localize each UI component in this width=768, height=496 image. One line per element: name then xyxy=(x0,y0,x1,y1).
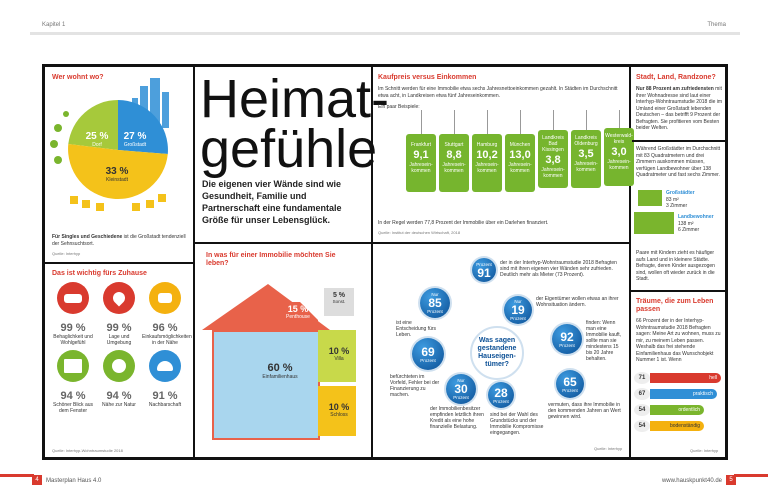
price-tag: Stuttgart 8,8 Jahresein-kommen xyxy=(439,110,469,192)
wichtig-item: 99 % Lage und Umgebung xyxy=(96,282,142,346)
wichtig-grid xyxy=(50,282,190,414)
bar-row: 54 bodenständig xyxy=(634,420,724,432)
bubble-91: Prozent 91 xyxy=(472,258,496,282)
wohnort-pie-chart xyxy=(48,78,188,218)
footer-bar-right xyxy=(734,474,768,477)
bubble-69-text: befürchteten im Vorfeld, Fehler bei der Finanzierung zu machen. xyxy=(390,374,440,398)
tree-icon xyxy=(103,350,135,382)
bar-bodenstaendig: bodenständig xyxy=(650,421,704,431)
wichtig-item: 94 % Schöner Blick aus dem Fenster xyxy=(50,350,96,414)
bubble-30: Nur 30 Prozent xyxy=(446,374,476,404)
footer-title: Masterplan Haus 4.0 xyxy=(46,478,102,484)
bubble-65: 65 Prozent xyxy=(556,370,584,398)
wichtig-item: 91 % Nachbarschaft xyxy=(142,350,188,414)
bar-ordentlich: ordentlich xyxy=(650,405,704,415)
footer-bar-left xyxy=(0,474,34,477)
kaufpreis-note: In der Regel werden 77,8 Prozent der Immobilie über ein Darlehen finanziert. xyxy=(378,220,549,226)
piece-schloss: 10 % Schloss xyxy=(328,402,350,418)
land-house-icon xyxy=(634,212,674,234)
page-number-right: 5 xyxy=(726,475,736,485)
price-tag: München 13,0 Jahresein-kommen xyxy=(505,110,535,192)
people-icon xyxy=(149,350,181,382)
wichtig-item: 99 % Behaglichkeit und Wohlgefühl xyxy=(50,282,96,346)
stadt-text3: Paare mit Kindern zieht es häufiger aufs Land und in kleinere Städte. Befragte, deren Kinder ausgezogen sind, wollen oft wieder zurück in die Stadt. xyxy=(636,250,715,282)
bubble-92: 92 Prozent xyxy=(552,324,582,354)
wichtig-source: Quelle: Interhyp-Wohntraumstudie 2018 xyxy=(52,448,123,453)
kaufpreis-source: Quelle: Institut der deutschen Wirtschaft, 2018 xyxy=(378,230,461,235)
price-tag: Landkreis Oldenburg 3,5 Jahresein-kommen xyxy=(571,110,601,192)
piece-einfamilienhaus: 60 % Einfamilienhaus xyxy=(262,362,298,380)
window-icon xyxy=(57,350,89,382)
price-tag: Landkreis Bad Kissingen 3,8 Jahresein-kommen xyxy=(538,110,568,192)
sofa-icon xyxy=(57,282,89,314)
kaufpreis-tags xyxy=(406,110,634,192)
traeume-bars xyxy=(634,372,724,432)
divider-mid-h xyxy=(193,242,629,244)
location-pin-icon xyxy=(103,282,135,314)
city-info: Großstädter 83 m² 3 Zimmer xyxy=(666,190,695,209)
puzzle-einfamilienhaus xyxy=(214,332,318,438)
land-info: Landbewohner 138 m² 6 Zimmer xyxy=(678,214,714,233)
stadt-divider xyxy=(632,140,726,142)
traum-title: In was für einer Immobilie möchten Sie leben? xyxy=(206,252,336,267)
pie-label-kleinstadt: 33 % Kleinstadt xyxy=(105,166,129,183)
wichtig-title: Das ist wichtig fürs Zuhause xyxy=(52,270,147,277)
pie-label-dorf: 25 % Dorf xyxy=(85,131,109,148)
kaufpreis-examples-label: Ein paar Beispiele: xyxy=(378,104,420,110)
bubble-28: 28 Prozent xyxy=(488,382,514,408)
piece-villa: 10 % Villa xyxy=(328,346,350,362)
bubble-92-text: finden: Wenn man eine Immobilie kauft, sollte man sie mindestens 15 bis 20 Jahre behalten. xyxy=(586,320,622,362)
divider-left xyxy=(193,64,195,460)
price-tag: Frankfurt 9,1 Jahresein-kommen xyxy=(406,110,436,192)
page-number-left: 4 xyxy=(32,475,42,485)
bar-praktisch: praktisch xyxy=(650,389,717,399)
stadt-text1: Nur 88 Prozent am zufriedensten mit ihrer Wohnadresse sind laut einer Interhyp-Wohntraumstudie 2018 die im Umland einer Großstadt lebenden Deutschen – das betrifft 9 Prozent der Befragten. Sie profitieren vom Besten beider Welten. xyxy=(636,86,723,131)
footer-url[interactable]: www.hauskpunkt40.de xyxy=(661,478,722,484)
wichtig-item: 96 % Einkaufsmöglichkeiten in der Nähe xyxy=(142,282,188,346)
bar-row: 67 praktisch xyxy=(634,388,724,400)
bubble-91-text: der in der Interhyp-Wohntraumstudie 2018 Befragten sind mit ihren eigenen vier Wänden sehr zufrieden. Deutlich mehr als Mieter (73 Prozent). xyxy=(500,260,617,278)
piece-penthouse: 15 % Penthouse xyxy=(286,304,310,320)
bar-hell: hell xyxy=(650,373,721,383)
traeume-title: Träume, die zum Leben passen xyxy=(636,298,714,313)
piece-sonst: 5 % Sonst. xyxy=(332,292,346,304)
wohnort-title: Wer wohnt wo? xyxy=(52,74,104,81)
hauseigen-center: Was sagen gestandene Hauseigen-tümer? xyxy=(470,326,524,380)
hero-intro: Die eigenen vier Wände sind wie Gesundheit, Familie und Partnerschaft eine fundamentale Größe für unser Lebensglück. xyxy=(202,179,342,225)
divider-right-h xyxy=(629,290,728,292)
pie-label-grossstadt: 27 % Großstadt xyxy=(123,131,147,148)
stadt-title: Stadt, Land, Randzone? xyxy=(636,74,716,81)
traeume-text: 66 Prozent der in der Interhyp-Wohntraumstudie 2018 Befragten sagen: Meine Art zu wohnen, muss zu mir, zu meinem Leben passen. Weshalb das frei stehende Einfamilienhaus das Wunschobjekt Nummer 1 ist. Wenn xyxy=(636,318,721,363)
chapter-label: Kapitel 1 xyxy=(42,22,66,28)
divider-left-h xyxy=(42,262,193,264)
hauseigen-source: Quelle: Interhyp xyxy=(594,446,623,451)
bubble-28-text: sind bei der Wahl des Grundstücks und der Immobilie Kompromisse eingegangen. xyxy=(490,412,544,436)
price-tag: Westerwald-kreis 3,0 Jahresein-kommen xyxy=(604,110,634,192)
wichtig-item: 94 % Nähe zur Natur xyxy=(96,350,142,414)
section-label: Thema xyxy=(707,22,726,28)
city-apartment-icon xyxy=(638,190,662,206)
bubble-19: Nur 19 Prozent xyxy=(504,296,532,324)
header-rule xyxy=(30,32,740,35)
bubble-69: 69 Prozent xyxy=(412,338,444,370)
stadt-text2: Während Großstädter im Durchschnitt mit 83 Quadratmetern und drei Zimmern auskommen müssen, verfügen Landbewohner über 138 Quadratmeter und fast sechs Zimmer. xyxy=(636,146,721,178)
shopping-cart-icon xyxy=(149,282,181,314)
kaufpreis-intro: Im Schnitt werden für eine Immobilie etwa sechs Jahresnettoeinkommen gezahlt. In Städten im Durchschnitt etwa acht, in Landkreisen etwa fünf Jahreseinkommen. xyxy=(378,86,618,99)
wohnort-source: Quelle: Interhyp xyxy=(52,251,81,256)
bubble-85-text: ist eine Entscheidung fürs Leben. xyxy=(396,320,437,338)
bar-row: 71 hell xyxy=(634,372,724,384)
traeume-source: Quelle: Interhyp xyxy=(690,448,719,453)
bubble-85: Nur 85 Prozent xyxy=(420,288,450,318)
bubble-30-text: der Immobilienbesitzer empfinden letztlich ihren Kredit als eine hohe finanzielle Belastung. xyxy=(430,406,484,430)
kaufpreis-title: Kaufpreis versus Einkommen xyxy=(378,74,477,81)
price-tag: Hamburg 10,2 Jahresein-kommen xyxy=(472,110,502,192)
hero-title: Heimat- gefühle xyxy=(200,69,390,179)
bar-row: 54 ordentlich xyxy=(634,404,724,416)
bubble-19-text: der Eigentümer wollen etwas an ihrer Wohnsituation ändern. xyxy=(536,296,619,308)
bubble-65-text: vermuten, dass ihre Immobilie in den kommenden Jahren an Wert gewinnen wird. xyxy=(548,402,621,420)
wohnort-caption: Für Singles und Geschiedene ist die Großstadt tendenziell der Sehnsuchtsort. xyxy=(52,234,186,247)
